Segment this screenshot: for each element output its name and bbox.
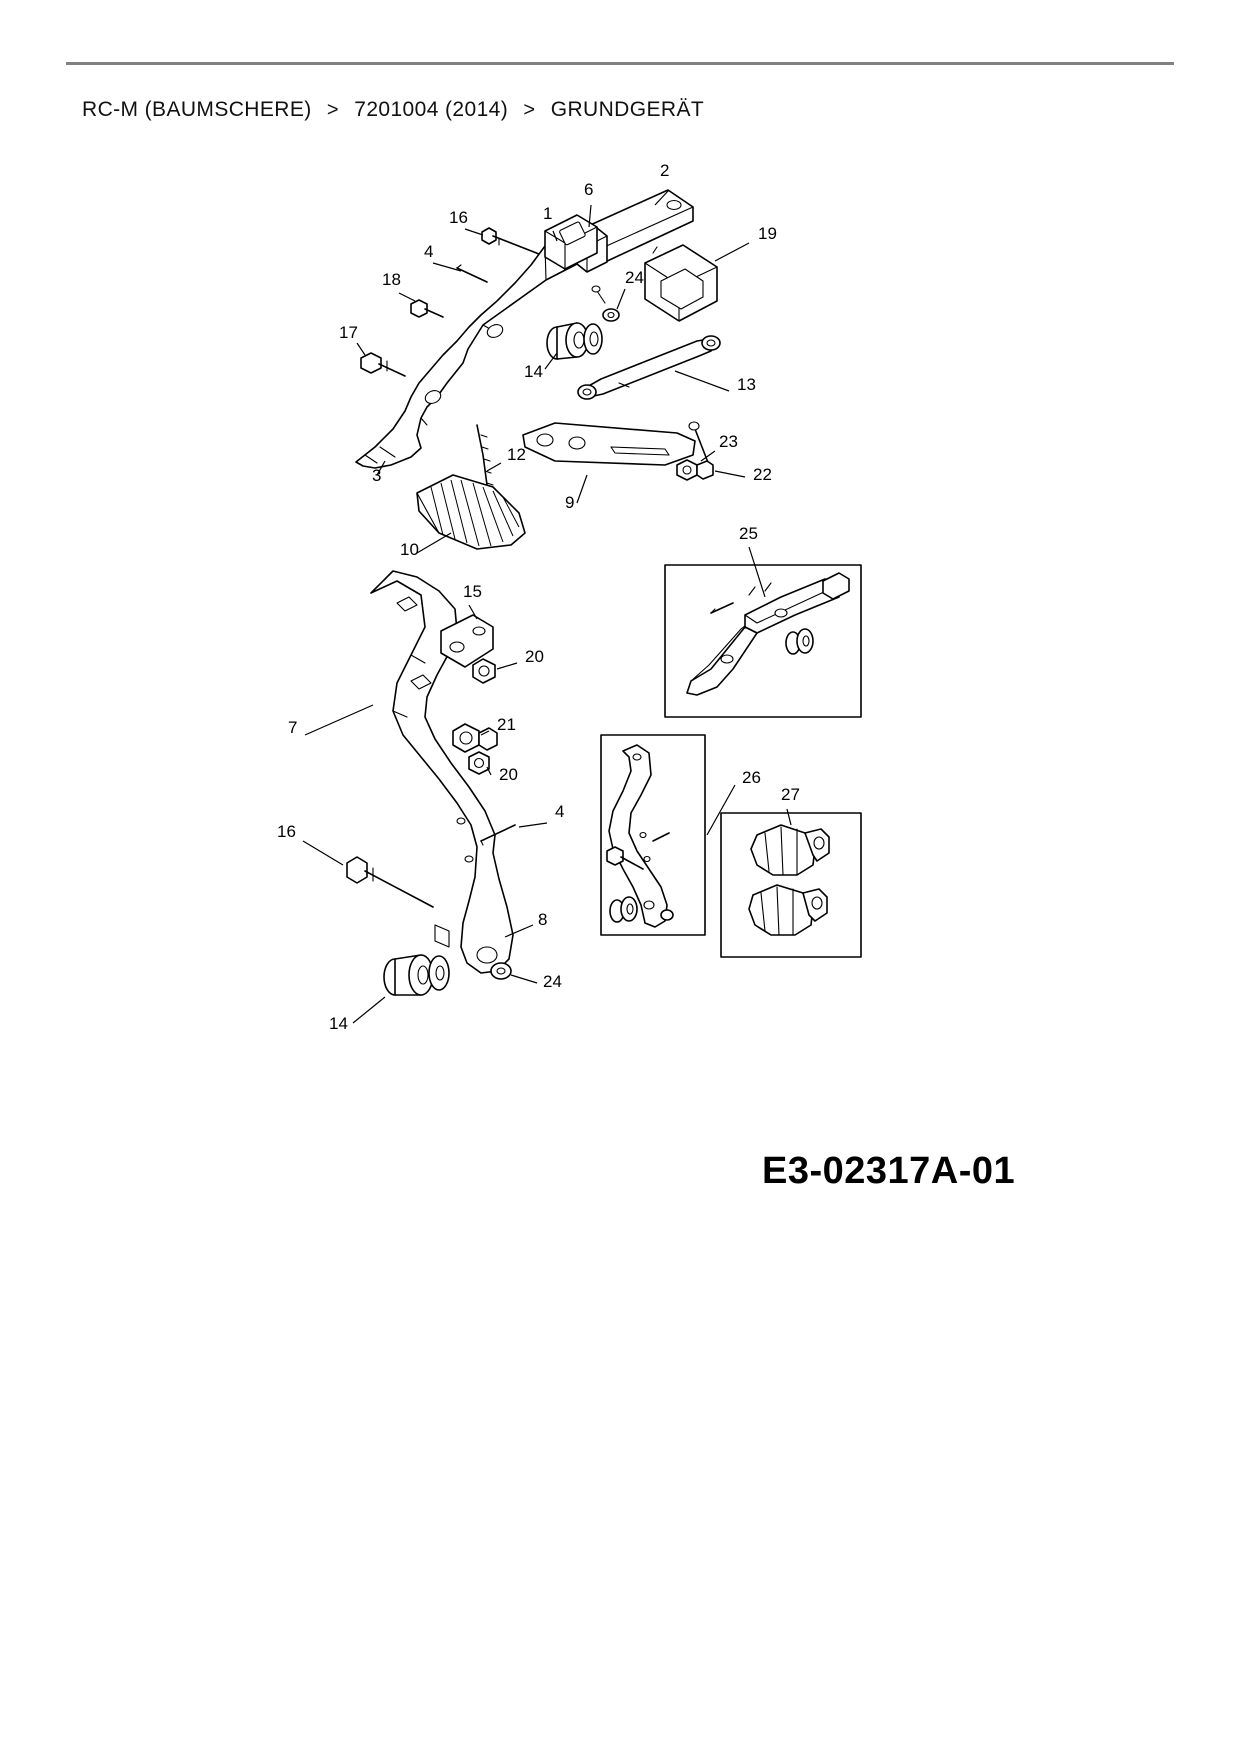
breadcrumb-separator-2: >	[523, 99, 536, 121]
callout-20b: 20	[499, 765, 518, 784]
part-17-bolt	[361, 353, 405, 376]
part-22-nut	[677, 460, 713, 480]
callout-13: 13	[737, 375, 756, 394]
part-16-bolt-lower	[347, 857, 433, 907]
part-18-bolt	[411, 300, 443, 317]
part-24-washer-top	[603, 309, 619, 321]
callout-3: 3	[372, 466, 382, 485]
callout-24: 24	[625, 268, 644, 287]
parts-diagram	[225, 135, 965, 1085]
callout-24b: 24	[543, 972, 562, 991]
part-19-housing	[645, 245, 717, 321]
figure-code: E3-02317A-01	[762, 1150, 1016, 1192]
breadcrumb-item-number[interactable]: 7201004 (2014)	[354, 98, 509, 121]
callout-17: 17	[339, 323, 358, 342]
head-small-pin	[592, 286, 605, 303]
callout-4b: 4	[555, 802, 565, 821]
part-10-grip	[417, 475, 525, 549]
callout-10: 10	[400, 540, 419, 559]
callout-23: 23	[719, 432, 738, 451]
part-4-pin	[457, 265, 487, 282]
part-16-bolt	[482, 228, 539, 254]
part-9-plate	[523, 423, 695, 465]
breadcrumb-item-section[interactable]: GRUNDGERÄT	[550, 98, 705, 121]
inset-25-box	[665, 565, 861, 717]
callout-14b: 14	[329, 1014, 348, 1033]
callout-12: 12	[507, 445, 526, 464]
header-divider	[66, 62, 1174, 65]
callout-16: 16	[449, 208, 468, 227]
callout-6: 6	[584, 180, 594, 199]
callout-15: 15	[463, 582, 482, 601]
callout-14: 14	[524, 362, 543, 381]
part-14-bushings-top	[547, 323, 602, 359]
callout-26: 26	[742, 768, 761, 787]
breadcrumb-separator-1: >	[326, 99, 339, 121]
part-20-nut-upper	[473, 659, 495, 683]
callout-9: 9	[565, 493, 575, 512]
part-21-nut	[453, 724, 497, 752]
inset-27-box	[721, 813, 861, 957]
callout-8: 8	[538, 910, 548, 929]
callout-22: 22	[753, 465, 772, 484]
callout-4: 4	[424, 242, 434, 261]
callout-25: 25	[739, 524, 758, 543]
callout-21: 21	[497, 715, 516, 734]
callout-27: 27	[781, 785, 800, 804]
breadcrumb	[82, 98, 704, 122]
callout-1: 1	[543, 204, 553, 223]
part-20-nut-lower	[469, 752, 489, 774]
part-14-bushings-lower	[384, 955, 449, 995]
callout-19: 19	[758, 224, 777, 243]
inset-26-box	[601, 735, 705, 935]
breadcrumb-item-model[interactable]: RC-M (BAUMSCHERE)	[82, 98, 312, 121]
part-24-washer-lower	[491, 963, 511, 979]
callout-20: 20	[525, 647, 544, 666]
callout-7: 7	[288, 718, 298, 737]
callout-18: 18	[382, 270, 401, 289]
callout-16b: 16	[277, 822, 296, 841]
callout-2: 2	[660, 161, 670, 180]
